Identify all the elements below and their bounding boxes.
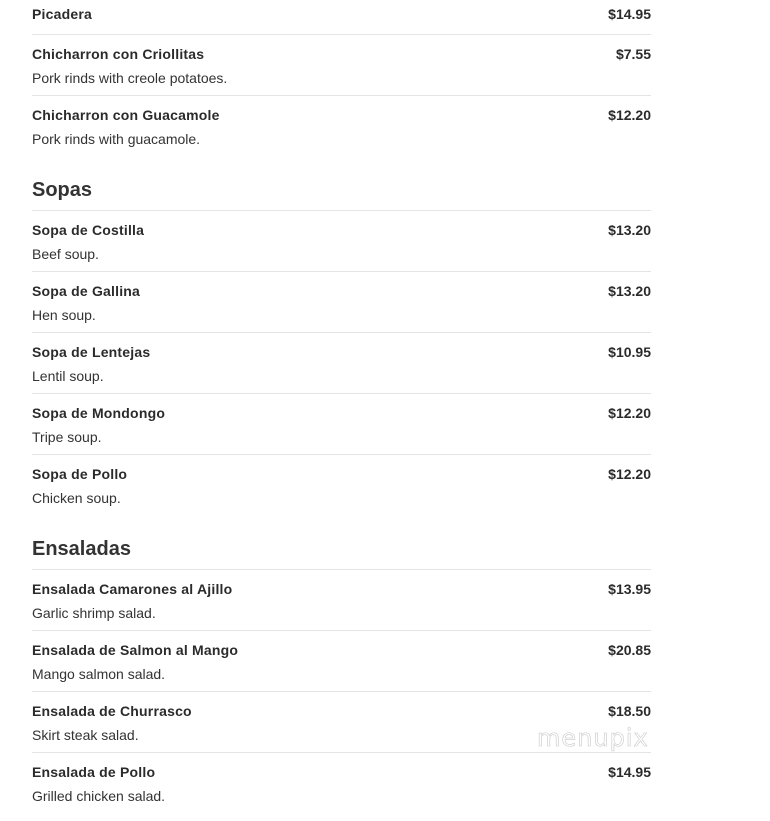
item-description: Lentil soup. bbox=[32, 368, 104, 384]
item-name: Chicharron con Guacamole bbox=[32, 107, 220, 123]
menu-item bbox=[32, 332, 651, 393]
item-description: Hen soup. bbox=[32, 307, 96, 323]
item-price: $12.20 bbox=[608, 405, 651, 421]
item-name: Sopa de Costilla bbox=[32, 222, 145, 238]
item-description: Pork rinds with guacamole. bbox=[32, 131, 201, 147]
item-price: $13.20 bbox=[608, 283, 651, 299]
item-description: Chicken soup. bbox=[32, 490, 121, 506]
item-name: Sopa de Gallina bbox=[32, 283, 141, 299]
menu-item bbox=[32, 393, 651, 454]
item-description: Skirt steak salad. bbox=[32, 727, 139, 743]
item-price: $12.20 bbox=[608, 107, 651, 123]
section-title: Sopas bbox=[32, 179, 93, 201]
item-description: Pork rinds with creole potatoes. bbox=[32, 70, 228, 86]
section-title: Ensaladas bbox=[32, 538, 131, 560]
item-name: Sopa de Lentejas bbox=[32, 344, 151, 360]
item-price: $13.95 bbox=[608, 581, 651, 597]
item-price: $20.85 bbox=[608, 642, 651, 658]
item-description: Mango salmon salad. bbox=[32, 666, 166, 682]
item-name: Ensalada de Pollo bbox=[32, 764, 156, 780]
item-price: $18.50 bbox=[608, 703, 651, 719]
item-name: Sopa de Mondongo bbox=[32, 405, 166, 421]
item-price: $12.20 bbox=[608, 466, 651, 482]
item-name: Chicharron con Criollitas bbox=[32, 46, 205, 62]
item-price: $14.95 bbox=[608, 764, 651, 780]
item-price: $10.95 bbox=[608, 344, 651, 360]
menu-list bbox=[32, 0, 651, 813]
item-price: $13.20 bbox=[608, 222, 651, 238]
menu-item bbox=[32, 271, 651, 332]
item-name: Picadera bbox=[32, 6, 92, 22]
item-name: Sopa de Pollo bbox=[32, 466, 128, 482]
menu-item bbox=[32, 630, 651, 691]
menu-item bbox=[32, 0, 651, 34]
section-sopas bbox=[32, 156, 651, 515]
item-price: $14.95 bbox=[608, 6, 651, 22]
item-description: Beef soup. bbox=[32, 246, 99, 262]
menu-item bbox=[32, 95, 651, 156]
item-price: $7.55 bbox=[615, 46, 651, 62]
section-ensaladas bbox=[32, 515, 651, 813]
item-description: Tripe soup. bbox=[32, 429, 102, 445]
item-description: Grilled chicken salad. bbox=[32, 788, 166, 804]
menu-item bbox=[32, 752, 651, 813]
item-name: Ensalada de Salmon al Mango bbox=[32, 642, 239, 658]
item-name: Ensalada de Churrasco bbox=[32, 703, 192, 719]
menu-item bbox=[32, 34, 651, 95]
menu-item bbox=[32, 454, 651, 515]
menu-item bbox=[32, 569, 651, 630]
menupix-watermark: menupix bbox=[537, 724, 649, 752]
item-name: Ensalada Camarones al Ajillo bbox=[32, 581, 233, 597]
menu-item bbox=[32, 210, 651, 271]
item-description: Garlic shrimp salad. bbox=[32, 605, 156, 621]
section-appetizers bbox=[32, 0, 651, 156]
